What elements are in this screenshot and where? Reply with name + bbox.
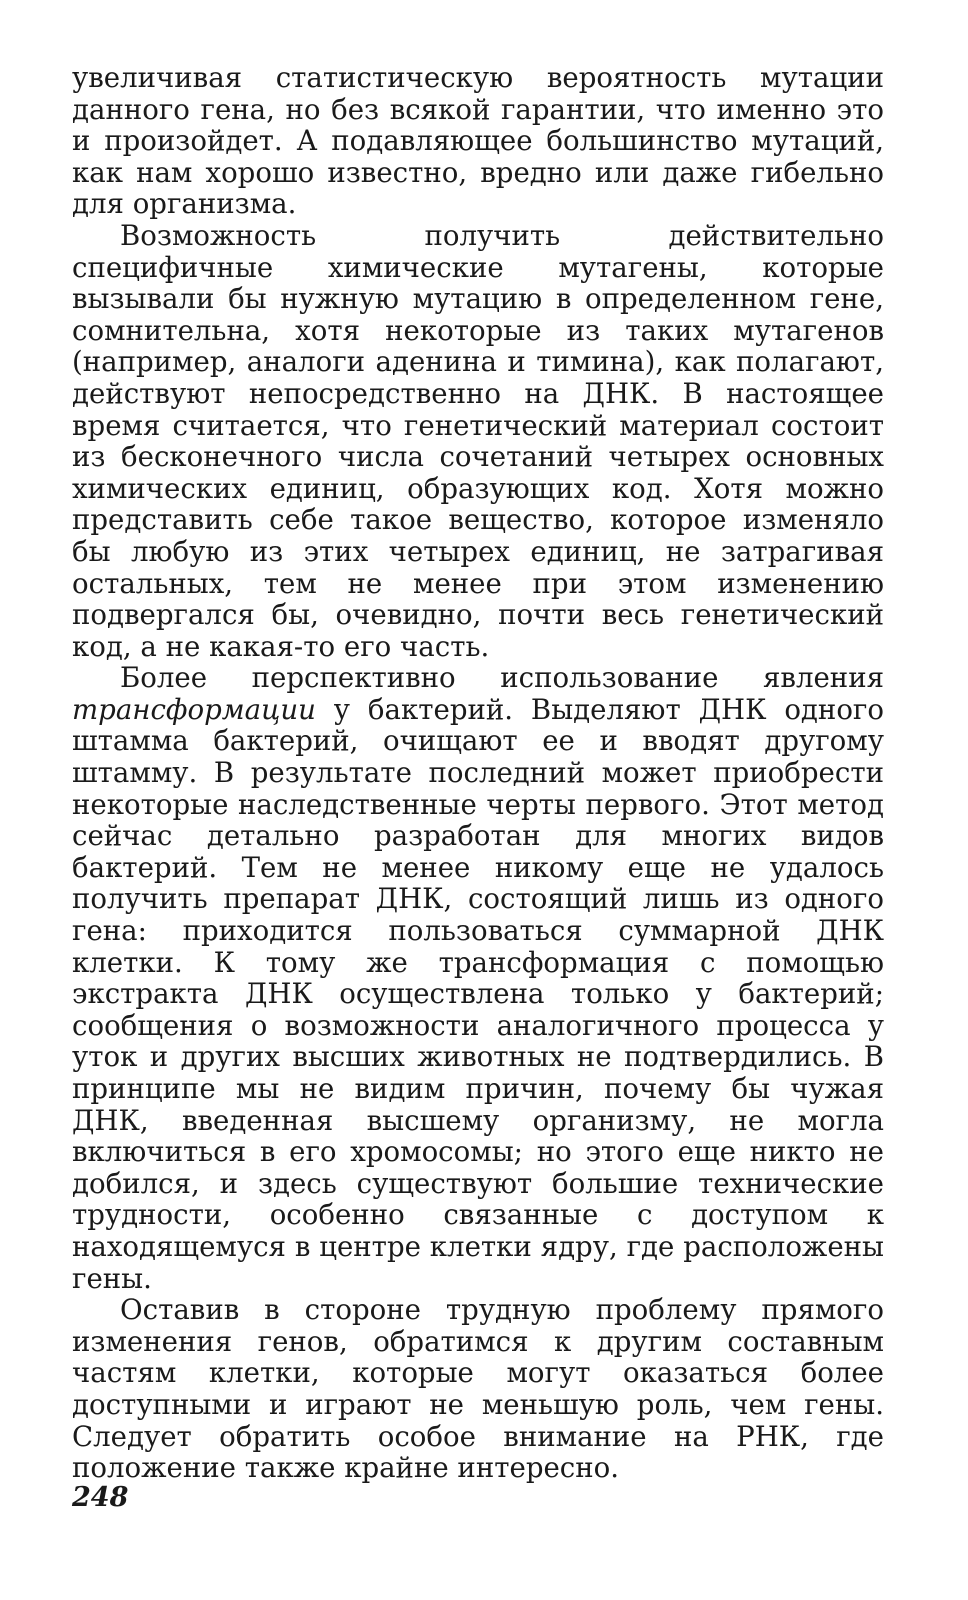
paragraph-transformation-rest: у бактерий. Выделяют ДНК одного штамма бактерий, очищают ее и вводят другому штамму. В результате последний может приобрести некоторые наследственные черты первого. Этот метод сейчас детально разработан для многих видов бактерий. Тем не менее никому еще не удалось получить препарат ДНК, состоящий лишь из одного гена: приходится пользоваться суммарной ДНК клетки. К тому же трансформация с помощью экстракта ДНК осуществлена только у бактерий; сообщения о возможности аналогичного процесса у уток и других высших животных не подтвердились. В принципе мы не видим причин, почему бы чужая ДНК, введенная высшему организму, не могла включиться в его хромосомы; но этого еще никто не добился, и здесь существуют большие технические трудности, особенно связанные с доступом к находящемуся в центре клетки ядру, где расположены гены. bbox=[72, 692, 884, 1295]
paragraph-rna: Оставив в стороне трудную проблему прямого изменения генов, обратимся к другим составным частям клетки, которые могут оказаться более доступными и играют не меньшую роль, чем гены. Следует обратить особое внимание на РНК, где положение также крайне интересно. bbox=[72, 1293, 884, 1485]
paragraph-continuation: увеличивая статистическую вероятность мутации данного гена, но без всякой гарантии, что именно это и произойдет. А подавляющее большинство мутаций, как нам хорошо известно, вредно или даже гибельно для организма. bbox=[72, 61, 884, 221]
emphasis-transformation: трансформации bbox=[72, 692, 316, 726]
paragraph-transformation bbox=[72, 662, 884, 1294]
page-number: 248 bbox=[72, 1482, 129, 1513]
paragraph-chemical-mutagens: Возможность получить действительно специфичные химические мутагены, которые вызывали бы нужную мутацию в определенном гене, сомнительна, хотя некоторые из таких мутагенов (например, аналоги аденина и тимина), как полагают, действуют непосредственно на ДНК. В настоящее время считается, что генетический материал состоит из бесконечного числа сочетаний четырех основных химических единиц, образующих код. Хотя можно представить себе такое вещество, которое изменяло бы любую из этих четырех единиц, не затрагивая остальных, тем не менее при этом изменению подвергался бы, очевидно, почти весь генетический код, а не какая-то его часть. bbox=[72, 218, 884, 663]
page-body bbox=[72, 62, 884, 1484]
paragraph-transformation-start: Более перспективно использование явления bbox=[120, 661, 884, 695]
